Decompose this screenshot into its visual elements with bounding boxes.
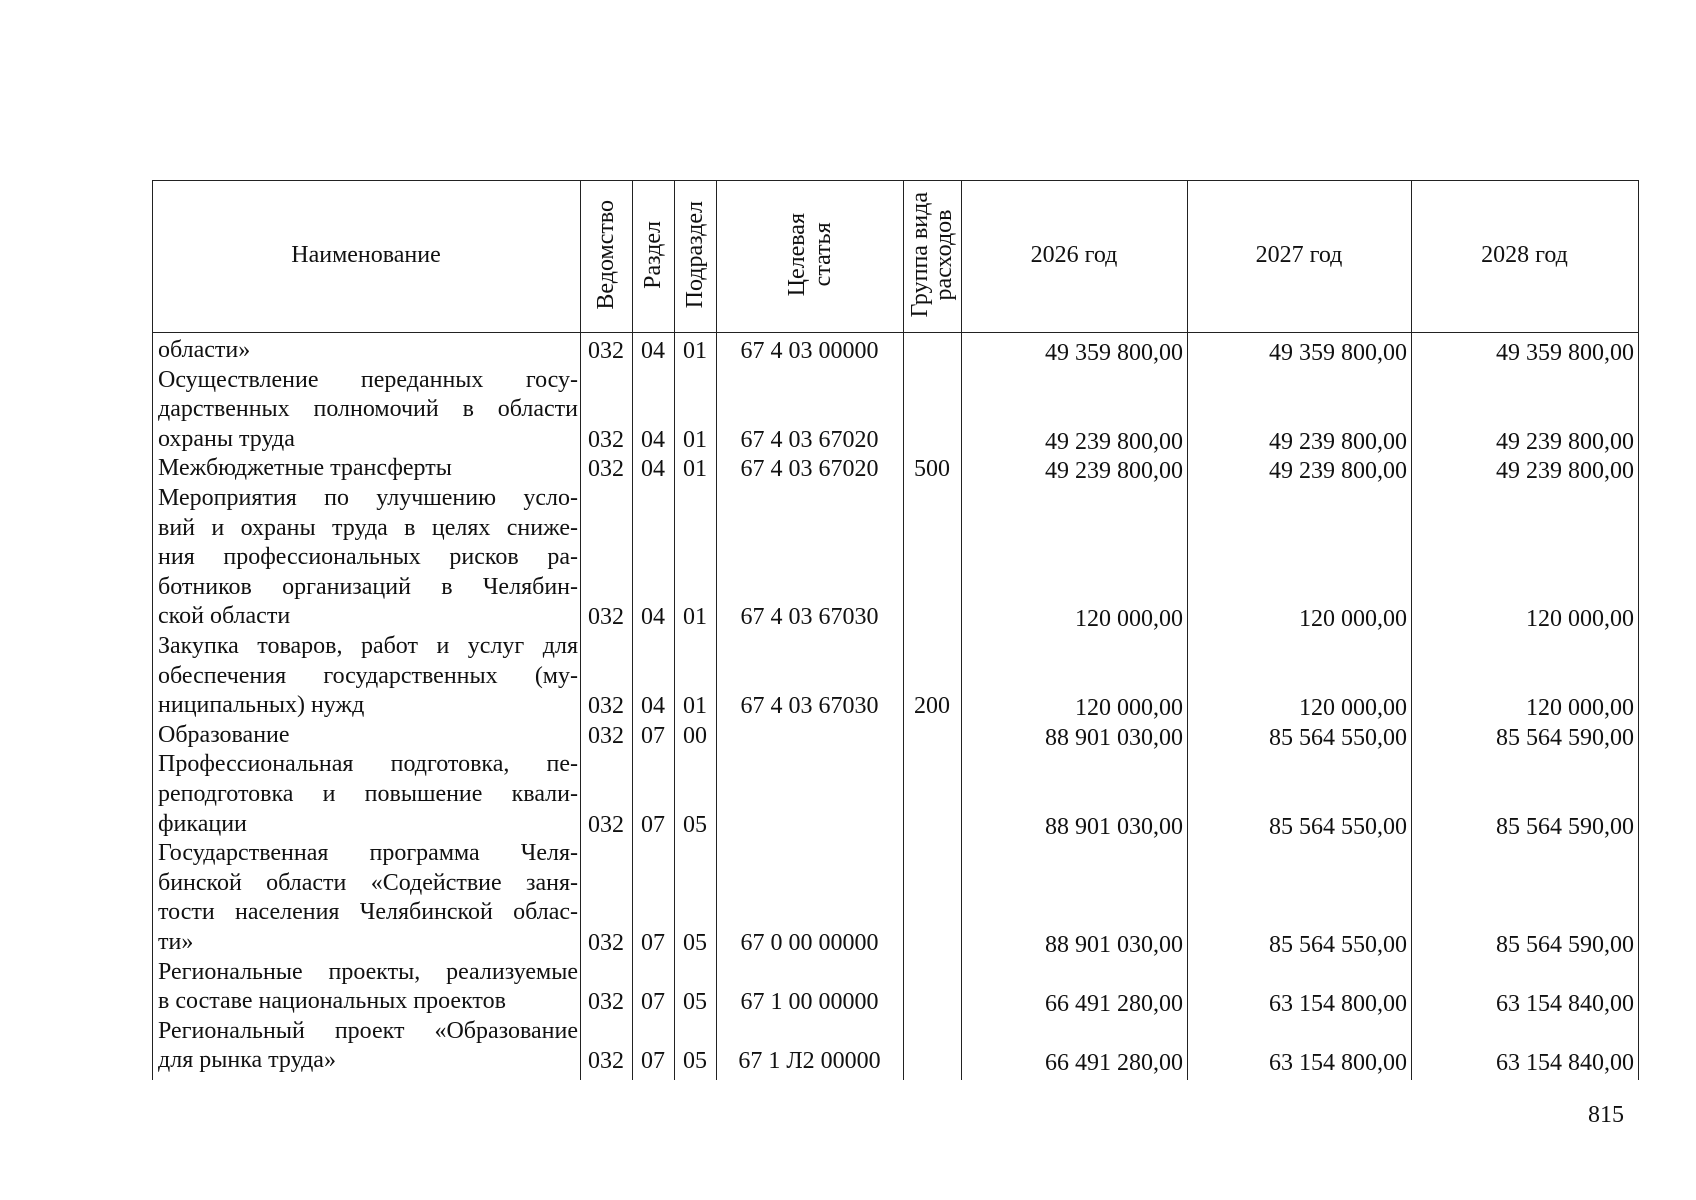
header-vedomstvo-text: Ведомство <box>593 200 619 310</box>
column-divider <box>632 180 633 1080</box>
table-top-border <box>152 180 1638 181</box>
header-2027-text: 2027 год <box>1255 241 1343 268</box>
row-target: 67 4 03 67030 <box>740 604 879 631</box>
row-target: 67 4 03 00000 <box>740 338 879 364</box>
row-vedomstvo: 032 <box>588 604 624 631</box>
row-razdel: 07 <box>641 811 665 838</box>
column-divider <box>1187 180 1188 1080</box>
row-2026: 66 491 280,00 <box>1045 991 1183 1018</box>
row-razdel: 04 <box>641 426 665 453</box>
row-2027: 63 154 800,00 <box>1269 1050 1407 1077</box>
row-name-line: Образование <box>158 721 290 748</box>
row-2028: 49 239 800,00 <box>1496 458 1634 485</box>
row-target: 67 1 00 00000 <box>740 989 879 1016</box>
row-2028: 120 000,00 <box>1526 695 1634 722</box>
row-razdel: 04 <box>641 693 665 720</box>
header-vedomstvo <box>580 180 632 330</box>
column-divider <box>1411 180 1412 1080</box>
row-podrazdel: 01 <box>683 426 707 453</box>
row-name-line: охраны труда <box>158 425 295 452</box>
row-2026: 120 000,00 <box>1075 606 1183 633</box>
row-2027: 49 239 800,00 <box>1269 458 1407 485</box>
column-divider <box>674 180 675 1080</box>
row-name-line: Региональные проекты, реализуемые <box>158 958 578 985</box>
row-podrazdel: 05 <box>683 989 707 1016</box>
column-divider <box>152 180 153 1080</box>
row-podrazdel: 05 <box>683 1048 707 1075</box>
row-name-line: ботников организаций в Челябин- <box>158 573 578 600</box>
row-name <box>158 484 578 632</box>
row-name <box>158 839 578 957</box>
row-name <box>158 721 578 751</box>
row-vedomstvo: 032 <box>588 811 624 838</box>
row-2027: 120 000,00 <box>1299 606 1407 633</box>
row-2028: 63 154 840,00 <box>1496 991 1634 1018</box>
header-group-line1: Группа вида <box>907 192 933 318</box>
row-vedomstvo: 032 <box>588 693 624 720</box>
row-name-line: ниципальных) нужд <box>158 692 365 719</box>
row-2027: 120 000,00 <box>1299 695 1407 722</box>
row-target: 67 4 03 67030 <box>740 693 879 720</box>
header-group-text <box>908 192 956 317</box>
header-target-line2: статья <box>809 223 836 287</box>
header-2026 <box>961 180 1187 330</box>
column-divider <box>580 180 581 1080</box>
row-2027: 85 564 550,00 <box>1269 813 1407 840</box>
row-name-line: Осуществление переданных госу- <box>158 366 578 393</box>
row-podrazdel: 01 <box>683 338 707 364</box>
row-name-line: ти» <box>158 928 194 955</box>
row-name-line: Государственная программа Челя- <box>158 840 578 867</box>
header-2028 <box>1411 180 1638 330</box>
row-2026: 49 239 800,00 <box>1045 428 1183 455</box>
row-podrazdel: 00 <box>683 722 707 749</box>
row-podrazdel: 01 <box>683 693 707 720</box>
row-name <box>158 632 578 721</box>
header-group-line2: расходов <box>931 209 957 301</box>
row-target: 67 4 03 67020 <box>740 456 879 483</box>
header-2027 <box>1187 180 1411 330</box>
row-target: 67 4 03 67020 <box>740 426 879 453</box>
row-name-line: Профессиональная подготовка, пе- <box>158 751 578 778</box>
column-divider <box>716 180 717 1080</box>
row-2028: 85 564 590,00 <box>1496 813 1634 840</box>
column-divider <box>1638 180 1639 1080</box>
header-razdel-text: Раздел <box>640 221 666 289</box>
row-target: 67 1 Л2 00000 <box>738 1048 881 1075</box>
page-number: 815 <box>1588 1102 1624 1128</box>
row-2026: 49 359 800,00 <box>1045 340 1183 366</box>
row-name-line: тости населения Челябинской облас- <box>158 899 578 926</box>
row-razdel: 07 <box>641 989 665 1016</box>
row-2026: 120 000,00 <box>1075 695 1183 722</box>
column-divider <box>903 180 904 1080</box>
row-vedomstvo: 032 <box>588 930 624 956</box>
row-vedomstvo: 032 <box>588 426 624 453</box>
header-target <box>716 180 903 330</box>
row-podrazdel: 05 <box>683 930 707 956</box>
row-name-line: для рынка труда» <box>158 1047 336 1074</box>
row-name-line: области» <box>158 337 251 363</box>
header-podrazdel-text: Подраздел <box>682 201 708 309</box>
row-group: 200 <box>914 693 950 720</box>
column-divider <box>961 180 962 1080</box>
row-2026: 88 901 030,00 <box>1045 813 1183 840</box>
row-2027: 49 239 800,00 <box>1269 428 1407 455</box>
row-name-line: Межбюджетные трансферты <box>158 455 452 482</box>
row-2028: 49 359 800,00 <box>1496 340 1634 366</box>
row-vedomstvo: 032 <box>588 989 624 1016</box>
row-vedomstvo: 032 <box>588 338 624 364</box>
header-group <box>903 180 961 330</box>
row-podrazdel: 05 <box>683 811 707 838</box>
row-name-line: обеспечения государственных (му- <box>158 662 578 689</box>
row-podrazdel: 01 <box>683 456 707 483</box>
header-bottom-border <box>152 332 1638 333</box>
header-target-line1: Целевая <box>783 213 810 297</box>
row-target: 67 0 00 00000 <box>740 930 879 956</box>
row-2028: 63 154 840,00 <box>1496 1050 1634 1077</box>
row-name-line: Закупка товаров, работ и услуг для <box>158 633 578 659</box>
row-vedomstvo: 032 <box>588 722 624 749</box>
row-name-line: бинской области «Содействие заня- <box>158 869 578 896</box>
row-name <box>158 336 578 366</box>
row-podrazdel: 01 <box>683 604 707 631</box>
row-name-line: в составе национальных проектов <box>158 988 506 1015</box>
row-2026: 49 239 800,00 <box>1045 458 1183 485</box>
header-name-text: Наименование <box>291 241 441 268</box>
header-target-text <box>784 213 836 296</box>
row-name-line: ской области <box>158 603 291 630</box>
budget-table <box>152 180 1638 1080</box>
row-vedomstvo: 032 <box>588 456 624 483</box>
row-2028: 85 564 590,00 <box>1496 724 1634 751</box>
row-group: 500 <box>914 456 950 483</box>
row-razdel: 07 <box>641 1048 665 1075</box>
row-2027: 85 564 550,00 <box>1269 932 1407 958</box>
row-2027: 49 359 800,00 <box>1269 340 1407 366</box>
header-podrazdel <box>674 180 716 330</box>
row-razdel: 07 <box>641 930 665 956</box>
row-name <box>158 958 578 1017</box>
row-name-line: Мероприятия по улучшению усло- <box>158 485 578 511</box>
row-razdel: 07 <box>641 722 665 749</box>
row-2028: 85 564 590,00 <box>1496 932 1634 958</box>
row-name-line: реподготовка и повышение квали- <box>158 780 578 807</box>
row-2026: 66 491 280,00 <box>1045 1050 1183 1077</box>
row-razdel: 04 <box>641 456 665 483</box>
row-name-line: фикации <box>158 810 247 837</box>
row-razdel: 04 <box>641 338 665 364</box>
row-name <box>158 750 578 839</box>
row-2026: 88 901 030,00 <box>1045 724 1183 751</box>
row-razdel: 04 <box>641 604 665 631</box>
row-name <box>158 366 578 455</box>
row-name-line: ния профессиональных рисков ра- <box>158 544 578 571</box>
row-name-line: вий и охраны труда в целях сниже- <box>158 514 578 541</box>
row-name <box>158 454 578 484</box>
header-name <box>152 180 580 330</box>
header-2028-text: 2028 год <box>1481 241 1568 268</box>
row-2027: 63 154 800,00 <box>1269 991 1407 1018</box>
row-2028: 49 239 800,00 <box>1496 428 1634 455</box>
row-vedomstvo: 032 <box>588 1048 624 1075</box>
row-name-line: Региональный проект «Образование <box>158 1017 578 1044</box>
row-name <box>158 1017 578 1076</box>
row-name-line: дарственных полномочий в области <box>158 396 578 423</box>
row-2026: 88 901 030,00 <box>1045 932 1183 958</box>
header-2026-text: 2026 год <box>1030 241 1118 268</box>
row-2028: 120 000,00 <box>1526 606 1634 633</box>
row-2027: 85 564 550,00 <box>1269 724 1407 751</box>
header-razdel <box>632 180 674 330</box>
